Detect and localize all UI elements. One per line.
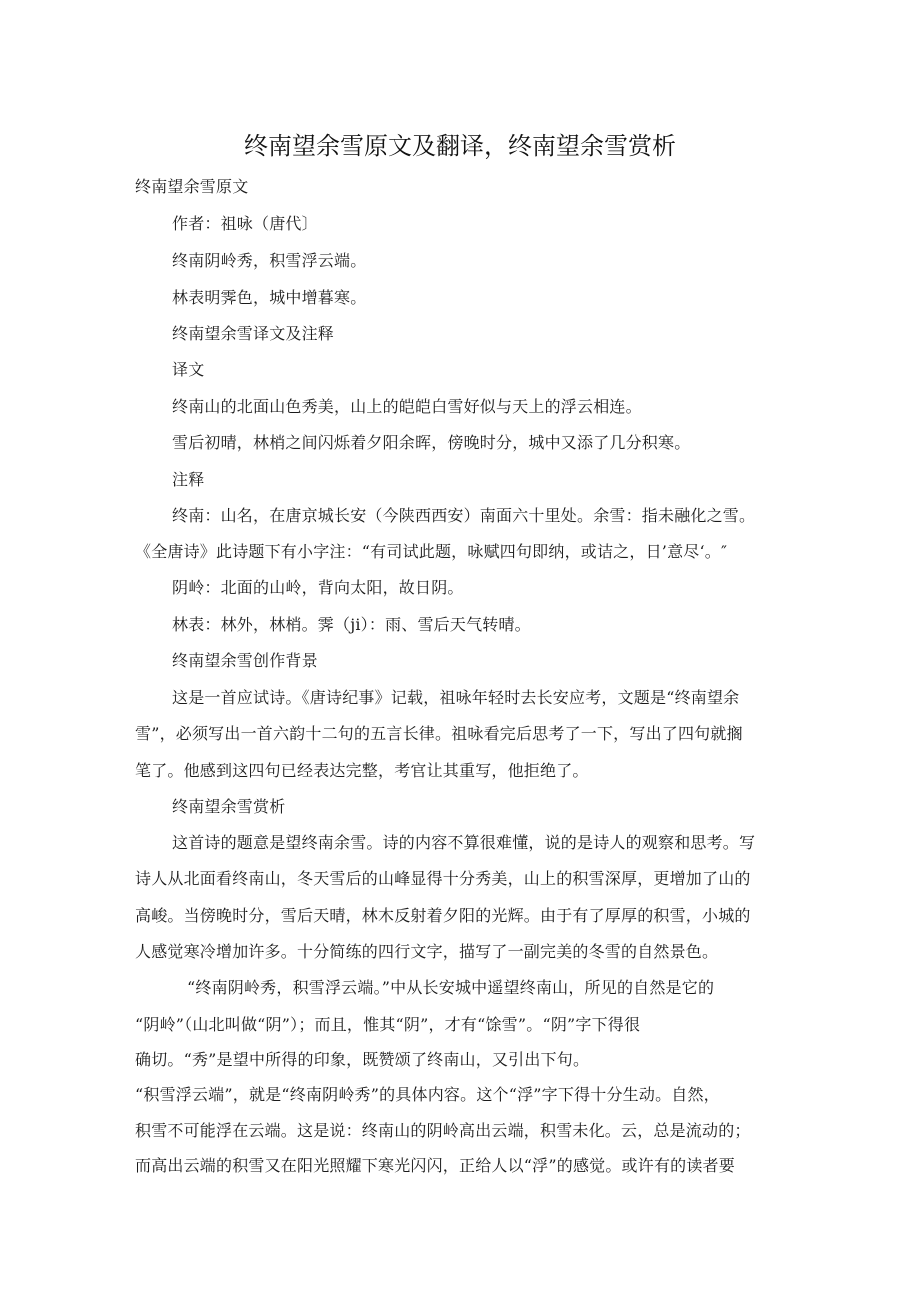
appreciation-line-2: 诗人从北面看终南山，冬天雪后的山峰显得十分秀美，山上的积雪深厚，更增加了山的 <box>135 869 751 888</box>
heading-translation-notes: 终南望余雪译文及注释 <box>172 324 335 343</box>
translation-line-1: 终南山的北面山色秀美，山上的皑皑白雪好似与天上的浮云相连。 <box>172 397 642 416</box>
appreciation-line-10: 而高出云端的积雪又在阳光照耀下寒光闪闪，正给人以“浮”的感觉。或许有的读者要 <box>135 1156 735 1175</box>
appreciation-line-9: 积雪不可能浮在云端。这是说：终南山的阴岭高出云端，积雪未化。云，总是流动的； <box>135 1121 751 1140</box>
appreciation-line-1: 这首诗的题意是望终南余雪。诗的内容不算很难懂，说的是诗人的观察和思考。写 <box>172 833 756 852</box>
heading-background: 终南望余雪创作背景 <box>172 651 318 670</box>
poem-line-2: 林表明霁色，城中增暮寒。 <box>172 288 367 307</box>
heading-notes: 注释 <box>172 470 205 489</box>
appreciation-line-8: “积雪浮云端”，就是“终南阴岭秀”的具体内容。这个“浮”字下得十分生动。自然， <box>135 1085 720 1104</box>
author-line: 作者：祖咏（唐代〕 <box>172 214 318 233</box>
heading-appreciation: 终南望余雪赏析 <box>172 797 286 816</box>
note-line-3: 阴岭：北面的山岭，背向太阳，故日阴。 <box>172 578 464 597</box>
appreciation-line-7: 确切。“秀”是望中所得的印象，既赞颂了终南山，又引出下句。 <box>135 1050 590 1069</box>
heading-translation: 译文 <box>172 360 205 379</box>
translation-line-2: 雪后初晴，林梢之间闪烁着夕阳余晖，傍晚时分，城中又添了几分积寒。 <box>172 433 691 452</box>
note-line-2: 《全唐诗》此诗题下有小字注：“有司试此题，咏赋四句即纳，或诘之，日’意尽‘。″ <box>135 542 728 561</box>
appreciation-line-3: 高峻。当傍晚时分，雪后天晴，林木反射着夕阳的光辉。由于有了厚厚的积雪，小城的 <box>135 906 751 925</box>
note-line-4: 林表：林外，林梢。霁（ji）：雨、雪后天气转晴。 <box>172 615 531 634</box>
note-line-1: 终南：山名，在唐京城长安（今陕西西安）南面六十里处。余雪：指未融化之雪。 <box>172 506 756 525</box>
heading-original-text: 终南望余雪原文 <box>135 177 249 196</box>
appreciation-line-4: 人感觉寒冷增加许多。十分简练的四行文字，描写了一副完美的冬雪的自然景色。 <box>135 942 719 961</box>
poem-line-1: 终南阴岭秀，积雪浮云端。 <box>172 251 367 270</box>
background-line-2: 雪”，必须写出一首六韵十二句的五言长律。祖咏看完后思考了一下，写出了四句就搁 <box>135 724 743 743</box>
document-title: 终南望余雪原文及翻译，终南望余雪赏析 <box>244 132 676 160</box>
appreciation-line-5: “终南阴岭秀，积雪浮云端。”中从长安城中遥望终南山，所见的自然是它的 <box>187 978 715 997</box>
background-line-3: 笔了。他感到这四句已经表达完整，考官让其重写，他拒绝了。 <box>135 761 589 780</box>
appreciation-line-6: “阴岭”（山北叫做“阴”）；而且，惟其“阴”，才有“馀雪”。“阴”字下得很 <box>135 1015 641 1034</box>
background-line-1: 这是一首应试诗。《唐诗纪事》记载，祖咏年轻时去长安应考，文题是“终南望余 <box>172 688 740 707</box>
